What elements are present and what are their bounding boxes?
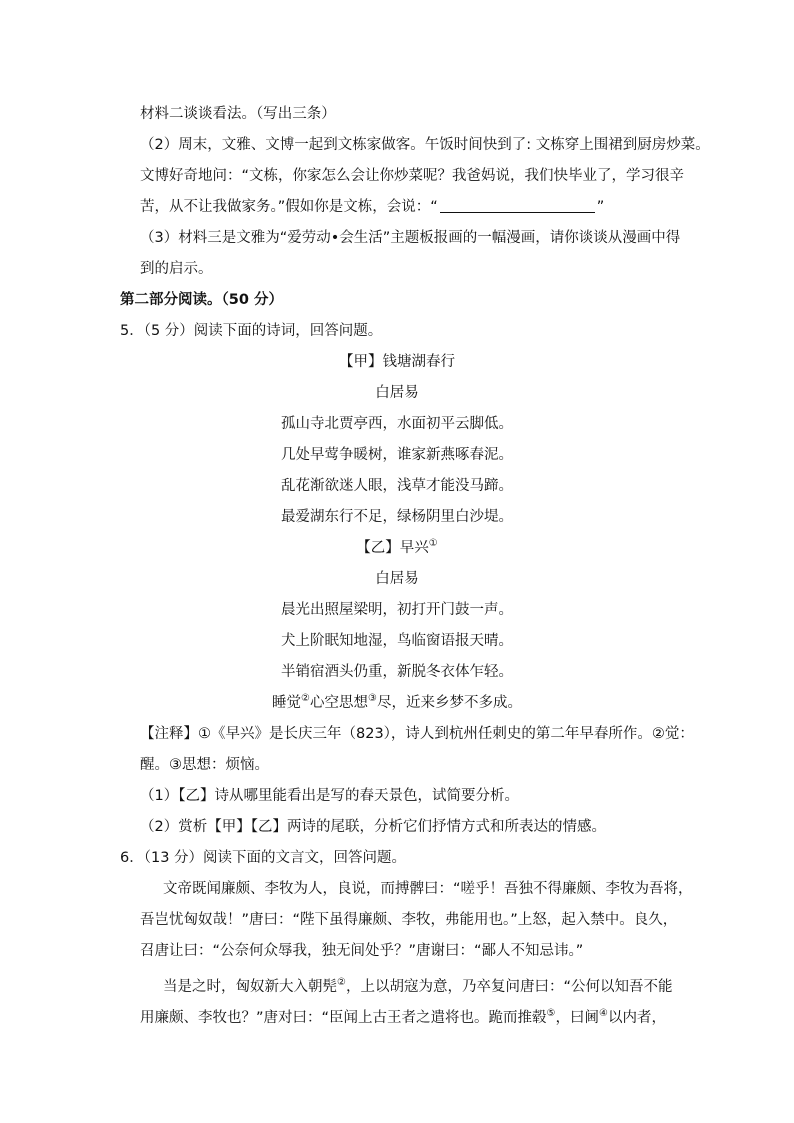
classical-p2-line2-part-c: 以内者，	[607, 1010, 666, 1026]
poem-jia-line-2: 几处早莺争暖树，谁家新燕啄春泥。	[281, 447, 513, 463]
classical-p2-line1-part-b: ，上以胡寇为意，乃卒复问唐曰：“公何以知吾不能	[345, 979, 673, 995]
poem-yi-line-4	[0, 693, 794, 713]
part2-heading: 第二部分阅读。（50 分）	[120, 292, 283, 308]
poem-jia-line-1: 孤山寺北贾亭西，水面初平云脚低。	[281, 416, 513, 432]
footnote-marker: ②	[337, 977, 346, 989]
poem-jia-line-3: 乱花渐欲迷人眼，浅草才能没马蹄。	[281, 478, 513, 494]
q5-1: （1）【乙】诗从哪里能看出是写的春天景色，试简要分析。	[140, 788, 519, 804]
q4-2-line3-text: 苦，从不让我做家务。”假如你是文栋，会说：“	[140, 199, 438, 215]
answer-blank	[440, 198, 595, 213]
poem-yi-line-4-part-a: 睡觉	[272, 695, 302, 711]
q5-2: （2）赏析【甲】【乙】两诗的尾联，分析它们抒情方式和所表达的情感。	[140, 819, 606, 835]
poem-jia-line-4: 最爱湖东行不足，绿杨阴里白沙堤。	[281, 509, 513, 525]
poem-jia-title: 【甲】钱塘湖春行	[339, 354, 455, 370]
q6-stem: 6．（13 分）阅读下面的文言文，回答问题。	[120, 850, 407, 866]
classical-p2-line2-part-a: 用廉颇、李牧也？”唐对曰：“臣闻上古王者之遣将也。跪而推毂	[140, 1010, 547, 1026]
q4-3-line2: 到的启示。	[140, 261, 213, 277]
classical-p1-line1: 文帝既闻廉颇、李牧为人，良说，而搏髀曰：“嗟乎！吾独不得廉颇、李牧为吾将，	[163, 881, 693, 897]
classical-p1-line2: 吾岂忧匈奴哉！”唐曰：“陛下虽得廉颇、李牧，弗能用也。”上怒，起入禁中。良久，	[140, 912, 678, 928]
classical-p2-line2	[140, 1008, 666, 1028]
footnote-marker: ②	[301, 693, 310, 705]
classical-p2-line1-part-a: 当是之时，匈奴新大入朝髡	[163, 979, 337, 995]
material2-tail: 材料二谈谈看法。（写出三条）	[140, 106, 336, 122]
footnote-marker: ①	[428, 538, 438, 550]
poem-yi-title	[0, 538, 794, 558]
annotation-line1: 【注释】①《早兴》是长庆三年（823），诗人到杭州任刺史的第二年早春所作。②觉：	[140, 726, 694, 742]
classical-p2-line1	[163, 977, 672, 997]
poem-yi-line-2: 犬上阶眠知地湿，鸟临窗语报天晴。	[281, 633, 513, 649]
poem-yi-title-text: 【乙】早兴	[356, 540, 429, 556]
q4-3-line1: （3）材料三是文雅为“爱劳动•会生活”主题板报画的一幅漫画，请你谈谈从漫画中得	[140, 230, 681, 246]
classical-p1-line3: 召唐让曰：“公奈何众辱我，独无间处乎？”唐谢曰：“鄙人不知忌讳。”	[140, 943, 584, 959]
classical-p2-line2-part-b: ，曰阃	[555, 1010, 599, 1026]
footnote-marker: ⑤	[546, 1008, 556, 1020]
q5-stem: 5．（5 分）阅读下面的诗词，回答问题。	[120, 323, 383, 339]
footnote-marker: ③	[368, 693, 377, 705]
annotation-line2: 醒。③思想：烦恼。	[140, 757, 269, 773]
q4-2-line3-close-quote: ”	[596, 199, 605, 215]
poem-jia-author: 白居易	[375, 385, 419, 401]
poem-yi-line-1: 晨光出照屋梁明，初打开门鼓一声。	[281, 602, 513, 618]
poem-yi-line-4-part-b: 心空思想	[310, 695, 368, 711]
q4-2-line1: （2）周末，文雅、文博一起到文栋家做客。午饭时间快到了: 文栋穿上围裙到厨房炒菜。	[140, 137, 710, 153]
poem-yi-line-3: 半销宿酒头仍重，新脱冬衣体乍轻。	[281, 664, 513, 680]
poem-yi-author: 白居易	[375, 571, 419, 587]
footnote-marker: ④	[599, 1008, 608, 1020]
poem-yi-line-4-part-c: 尽，近来乡梦不多成。	[376, 695, 522, 711]
q4-2-line3	[140, 197, 604, 217]
q4-2-line2: 文博好奇地问：“文栋，你家怎么会让你炒菜呢？我爸妈说，我们快毕业了，学习很辛	[140, 168, 685, 184]
